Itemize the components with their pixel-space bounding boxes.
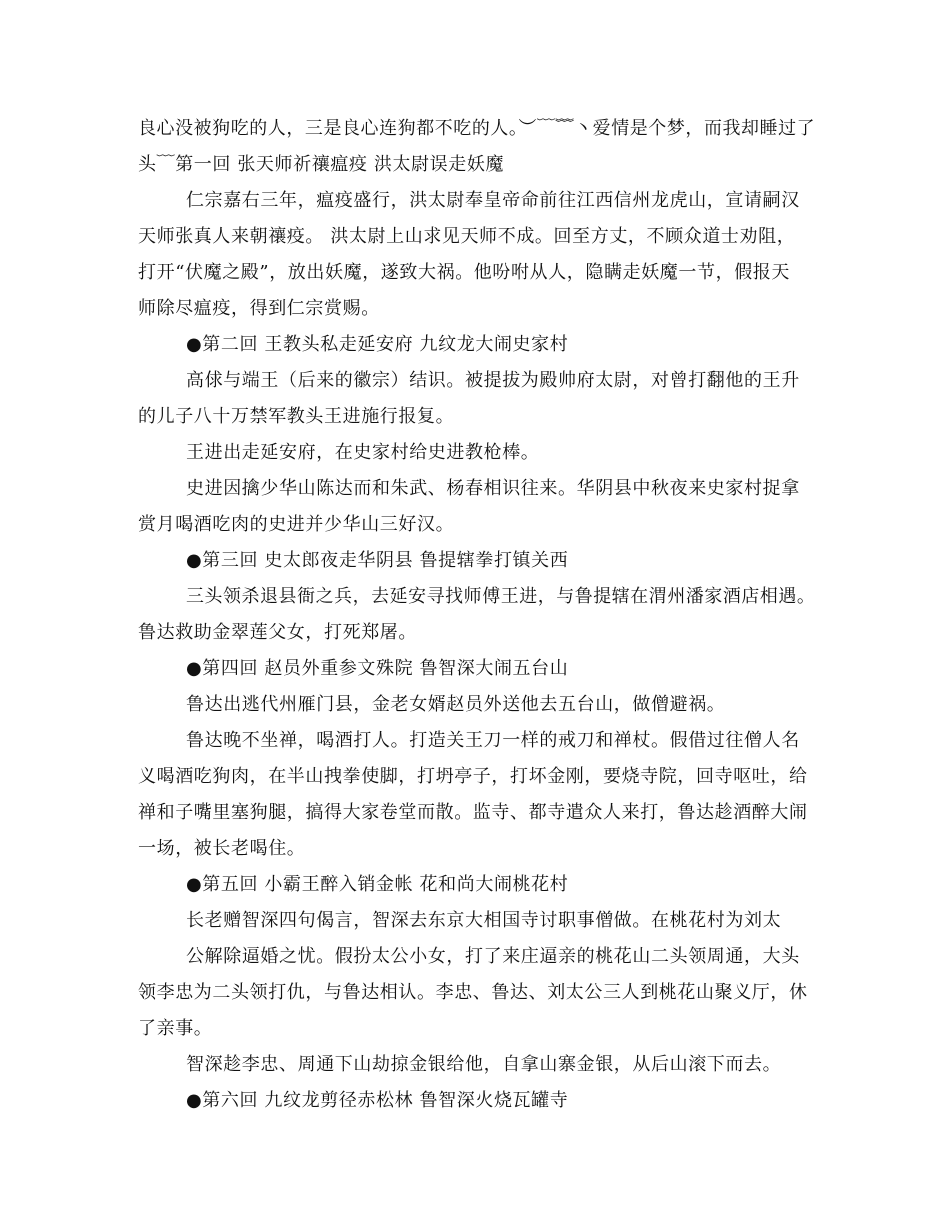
text-line: 王进出走延安府，在史家村给史进教枪棒。 [186,442,540,463]
chapter-heading: ●第四回 赵员外重参文殊院 鲁智深大闹五台山 [186,658,569,679]
text-line: 义喝酒吃狗肉，在半山拽拳使脚，打坍亭子，打坏金刚，要烧寺院，回寺呕吐，给 [138,766,808,787]
text-line: 鲁达救助金翠莲父女，打死郑屠。 [138,622,417,643]
text-line: 鲁达晚不坐禅，喝酒打人。打造关王刀一样的戒刀和禅杖。假借过往僧人名 [186,730,800,751]
text-line: 的儿子八十万禁军教头王进施行报复。 [138,406,455,427]
text-line: 一场，被长老喝住。 [138,838,306,859]
text-line: 智深趁李忠、周通下山劫掠金银给他，自拿山寨金银，从后山滚下而去。 [186,1054,782,1075]
text-line: 赏月喝酒吃肉的史进并少华山三好汉。 [138,514,455,535]
chapter-heading: ●第二回 王教头私走延安府 九纹龙大闹史家村 [186,334,569,355]
text-line: 领李忠为二头领打仇，与鲁达相认。李忠、鲁达、刘太公三人到桃花山聚义厅，休 [138,982,808,1003]
text-line: 良心没被狗吃的人，三是良心连狗都不吃的人。︶﹋﹌丶爱情是个梦，而我却睡过了 [138,118,816,139]
text-line: 三头领杀退县衙之兵，去延安寻找师傅王进，与鲁提辖在渭州潘家酒店相遇。 [186,586,816,607]
chapter-heading: ●第三回 史太郎夜走华阴县 鲁提辖拳打镇关西 [186,550,569,571]
chapter-heading: ●第五回 小霸王醉入销金帐 花和尚大闹桃花村 [186,874,569,895]
text-line: 了亲事。 [138,1018,213,1039]
chapter-heading: ●第六回 九纹龙剪径赤松林 鲁智深火烧瓦罐寺 [186,1090,569,1111]
text-line: 高俅与端王（后来的徽宗）结识。被提拔为殿帅府太尉，对曾打翻他的王升 [186,370,800,391]
text-line: 禅和子嘴里塞狗腿，搞得大家卷堂而散。监寺、都寺遣众人来打，鲁达趁酒醉大闹 [138,802,808,823]
text-line: 长老赠智深四句偈言，智深去东京大相国寺讨职事僧做。在桃花村为刘太 [186,910,782,931]
text-line: 仁宗嘉右三年，瘟疫盛行，洪太尉奉皇帝命前往江西信州龙虎山，宣请嗣汉 [186,190,800,211]
text-line: 天师张真人来朝禳疫。 洪太尉上山求见天师不成。回至方丈，不顾众道士劝阻， [138,226,796,247]
text-line: 史进因擒少华山陈达而和朱武、杨春相识往来。华阴县中秋夜来史家村捉拿 [186,478,800,499]
text-line: 公解除逼婚之忧。假扮太公小女，打了来庄逼亲的桃花山二头领周通，大头 [186,946,800,967]
text-line: 打开“伏魔之殿”，放出妖魔，遂致大祸。他吩咐从人，隐瞒走妖魔一节，假报天 [138,262,791,283]
text-line: 鲁达出逃代州雁门县，金老女婿赵员外送他去五台山，做僧避祸。 [186,694,726,715]
text-line: 师除尽瘟疫，得到仁宗赏赐。 [138,298,380,319]
text-line: 头﹋第一回 张天师祈禳瘟疫 洪太尉误走妖魔 [138,154,505,175]
